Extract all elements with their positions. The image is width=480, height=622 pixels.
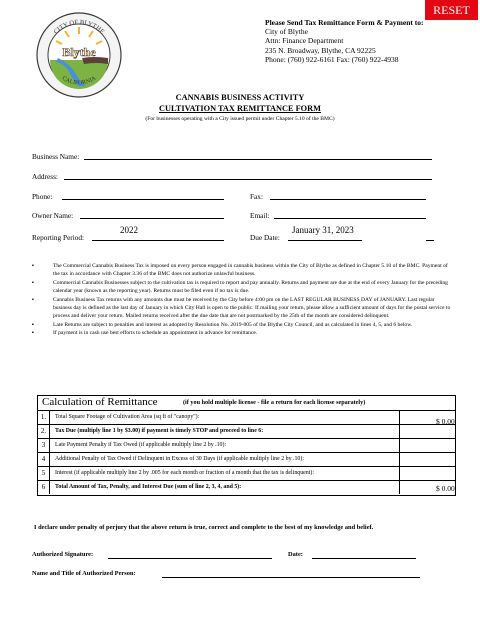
address-line: Attn: Finance Department	[265, 36, 344, 46]
fax-label: Fax:	[250, 192, 263, 201]
line-number: 5	[38, 466, 50, 480]
address-line: 235 N. Broadway, Blythe, CA 92225	[265, 45, 376, 55]
remittance-row	[38, 438, 455, 453]
signature-label: Authorized Signature:	[32, 551, 94, 558]
line-description: Additional Penalty of Tax Owed if Delinquent in Excess of 30 Days (if applicable multiply line 2 by .10):	[55, 456, 304, 462]
remittance-row	[38, 480, 455, 494]
due-date-value: January 31, 2023	[292, 225, 354, 235]
tax-due-amount[interactable]: $ 0.00	[436, 417, 455, 426]
form-title-line1: CANNABIS BUSINESS ACTIVITY	[175, 93, 305, 102]
due-date-field[interactable]	[288, 240, 362, 241]
fax-field[interactable]	[270, 199, 426, 200]
city-seal-logo	[36, 12, 122, 98]
phone-label: Phone:	[32, 192, 53, 201]
date-field[interactable]	[312, 558, 416, 559]
info-bullet: ▪ The Commercial Cannabis Business Tax is imposed on every person engaged in cannabis business within the City of Blythe as defined in Chapter 5.10 of the BMC. Payment of the tax in accordance with Chapter 3.36 of the BMC does not authorize unlawful business.	[32, 262, 452, 279]
line-number: 3	[38, 438, 50, 452]
address-label: Address:	[32, 172, 58, 181]
remittance-row	[38, 452, 455, 467]
line-description: Total Amount of Tax, Penalty, and Interest Due (sum of line 2, 3, 4, and 5):	[55, 484, 242, 490]
line-number: 4	[38, 452, 50, 466]
reset-button[interactable]: RESET	[425, 0, 478, 20]
address-field[interactable]	[64, 179, 432, 180]
remittance-header	[38, 396, 455, 411]
line-description: Tax Due (multiply line 1 by $3.00) if payment is timely STOP and proceed to line 6:	[55, 428, 264, 434]
date-label: Date:	[288, 551, 303, 558]
authorized-name-label: Name and Title of Authorized Person:	[32, 570, 136, 577]
line-description: Interest (if applicable multiply line 2 by .005 for each month or fraction of a month that the tax is delinquent):	[55, 470, 314, 476]
info-list	[32, 262, 452, 338]
declaration-text: I declare under penalty of perjury that the above return is true, correct and complete to the best of my knowledge and belief.	[34, 524, 374, 531]
remittance-table	[37, 395, 456, 496]
remittance-row	[38, 466, 455, 481]
remittance-row	[38, 410, 455, 425]
logo-top-text: CITY OF BLYTHE	[52, 18, 106, 36]
info-bullet: ▪ Late Returns are subject to penalties and interest as adopted by Resolution No. 2019-005 of the Blythe City Council, and as calculated in lines 4, 5, and 6 below.	[32, 321, 452, 329]
signature-field[interactable]	[108, 558, 272, 559]
total-due-amount[interactable]: $ 0.00	[436, 484, 455, 493]
authorized-name-field[interactable]	[162, 577, 420, 578]
info-bullet: ▪ Commercial Cannabis Businesses subject to the cultivation tax is required to report and pay annually. Returns and payment are due at the end of every January for the preceding calendar year (known as the reporting year). Returns must be filed even if no tax is due.	[32, 279, 452, 296]
logo-name: Blythe	[62, 45, 96, 59]
reporting-period-label: Reporting Period:	[32, 233, 85, 242]
reporting-period-value: 2022	[120, 225, 138, 235]
email-label: Email:	[250, 211, 270, 220]
form-subtitle: (For businesses operating with a City issued permit under Chapter 5.10 of the BMC)	[145, 116, 335, 122]
line-number: 6	[38, 480, 50, 494]
info-bullet: ▪ Cannabis Business Tax returns with any amounts due must be received by the City before 4:00 pm on the LAST REGULAR BUSINESS DAY of JANUARY. Last regular business day is defined as the last day of January in which City Hall is open to the public. If mailing your return, please allow a sufficient amount of days for the postal service to process and deliver your return. Mailed returns received after the due date that are not postmarked by the 25th of the month are considered delinquent.	[32, 296, 452, 321]
business-name-field[interactable]	[84, 159, 432, 160]
remittance-note: (if you hold multiple license - file a return for each license separately)	[183, 399, 366, 406]
owner-name-field[interactable]	[80, 218, 224, 219]
email-field[interactable]	[274, 218, 426, 219]
line-description: Total Square Footage of Cultivation Area (sq ft of "canopy"):	[55, 414, 200, 420]
logo-bottom-text: CALIFORNIA	[60, 75, 98, 87]
remittance-address	[265, 18, 424, 64]
phone-field[interactable]	[62, 199, 224, 200]
owner-name-label: Owner Name:	[32, 211, 74, 220]
remittance-heading: Calculation of Remittance	[42, 396, 158, 408]
remittance-row	[38, 424, 455, 439]
info-bullet: ▪ If payment is in cash use best efforts to schedule an appointment in advance for remittance.	[32, 329, 452, 337]
form-title-line2: CULTIVATION TAX REMITTANCE FORM	[159, 104, 321, 113]
due-date-suffix-line	[426, 240, 434, 241]
business-name-label: Business Name:	[32, 152, 80, 161]
address-line: City of Blythe	[265, 27, 308, 37]
reporting-period-field[interactable]	[92, 240, 224, 241]
address-heading: Please Send Tax Remittance Form & Payment to:	[265, 18, 424, 27]
line-number: 2.	[38, 424, 50, 438]
address-line: Phone: (760) 922-6161 Fax: (760) 922-4938	[265, 54, 399, 64]
line-number: 1.	[38, 410, 50, 424]
line-description: Late Payment Penalty if Tax Owed (if applicable multiply line 2 by .10):	[55, 442, 227, 448]
due-date-label: Due Date:	[250, 233, 280, 242]
